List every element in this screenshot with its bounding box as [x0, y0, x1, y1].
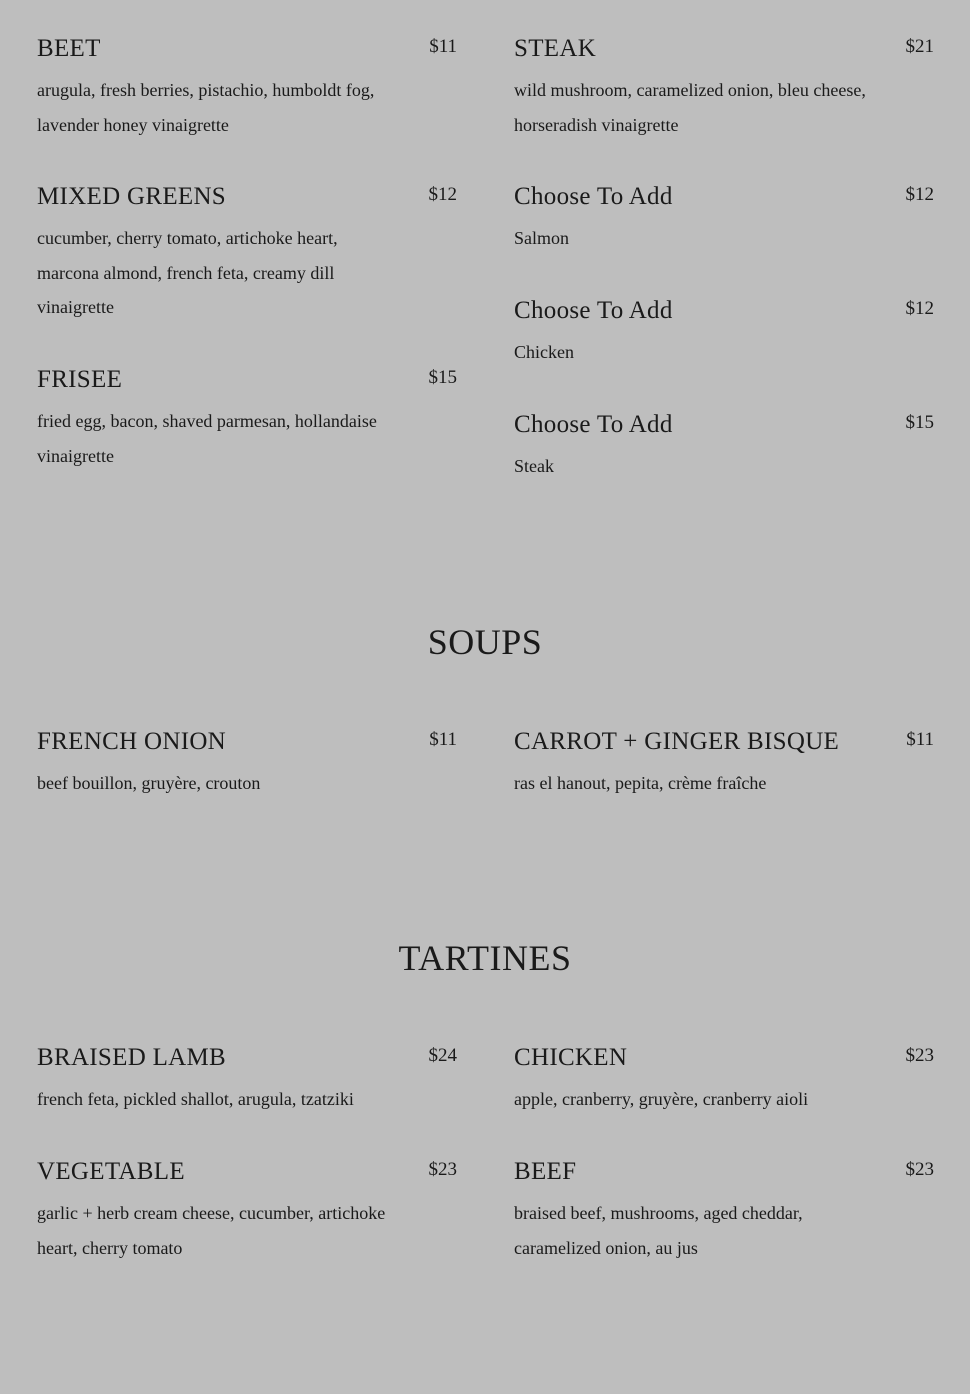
item-price: $15: [428, 367, 457, 388]
item-description: Chicken: [514, 342, 574, 362]
item-description: ras el hanout, pepita, crème fraîche: [514, 773, 767, 793]
item-description: braised beef, mushrooms, aged cheddar, caramelized onion, au jus: [514, 1203, 803, 1258]
item-name: Choose To Add: [514, 297, 673, 324]
item-description: garlic + herb cream cheese, cucumber, artichoke heart, cherry tomato: [37, 1203, 386, 1258]
item-name: FRENCH ONION: [37, 728, 227, 755]
item-price: $11: [429, 729, 457, 750]
item-description: beef bouillon, gruyère, crouton: [37, 773, 261, 793]
item-description: Salmon: [514, 228, 570, 248]
item-description: Steak: [514, 456, 554, 476]
item-price: $23: [428, 1159, 457, 1180]
item-name: CHICKEN: [514, 1044, 628, 1071]
item-name: Choose To Add: [514, 411, 673, 438]
item-price: $11: [906, 729, 934, 750]
item-name: VEGETABLE: [37, 1158, 185, 1185]
item-name: MIXED GREENS: [37, 183, 227, 210]
section-title-tartines: TARTINES: [398, 938, 572, 978]
item-price: $24: [428, 1045, 457, 1066]
item-price: $23: [905, 1045, 934, 1066]
item-price: $12: [905, 184, 934, 205]
item-price: $11: [429, 36, 457, 57]
item-name: CARROT + GINGER BISQUE: [514, 728, 840, 755]
item-name: FRISEE: [37, 366, 123, 393]
item-name: BRAISED LAMB: [37, 1044, 227, 1071]
item-name: BEET: [37, 35, 101, 62]
item-description: apple, cranberry, gruyère, cranberry aioli: [514, 1089, 809, 1109]
item-price: $12: [905, 298, 934, 319]
item-description: cucumber, cherry tomato, artichoke heart, marcona almond, french feta, creamy dill vinaigrette: [37, 228, 338, 317]
item-name: BEEF: [514, 1158, 577, 1185]
item-name: STEAK: [514, 35, 597, 62]
item-price: $23: [905, 1159, 934, 1180]
section-title-soups: SOUPS: [427, 622, 543, 662]
item-description: wild mushroom, caramelized onion, bleu cheese, horseradish vinaigrette: [514, 80, 866, 135]
item-name: Choose To Add: [514, 183, 673, 210]
item-price: $12: [428, 184, 457, 205]
item-price: $21: [905, 36, 934, 57]
item-description: arugula, fresh berries, pistachio, humboldt fog, lavender honey vinaigrette: [37, 80, 375, 135]
item-description: french feta, pickled shallot, arugula, tzatziki: [37, 1089, 354, 1109]
item-price: $15: [905, 412, 934, 433]
item-description: fried egg, bacon, shaved parmesan, hollandaise vinaigrette: [37, 411, 377, 466]
